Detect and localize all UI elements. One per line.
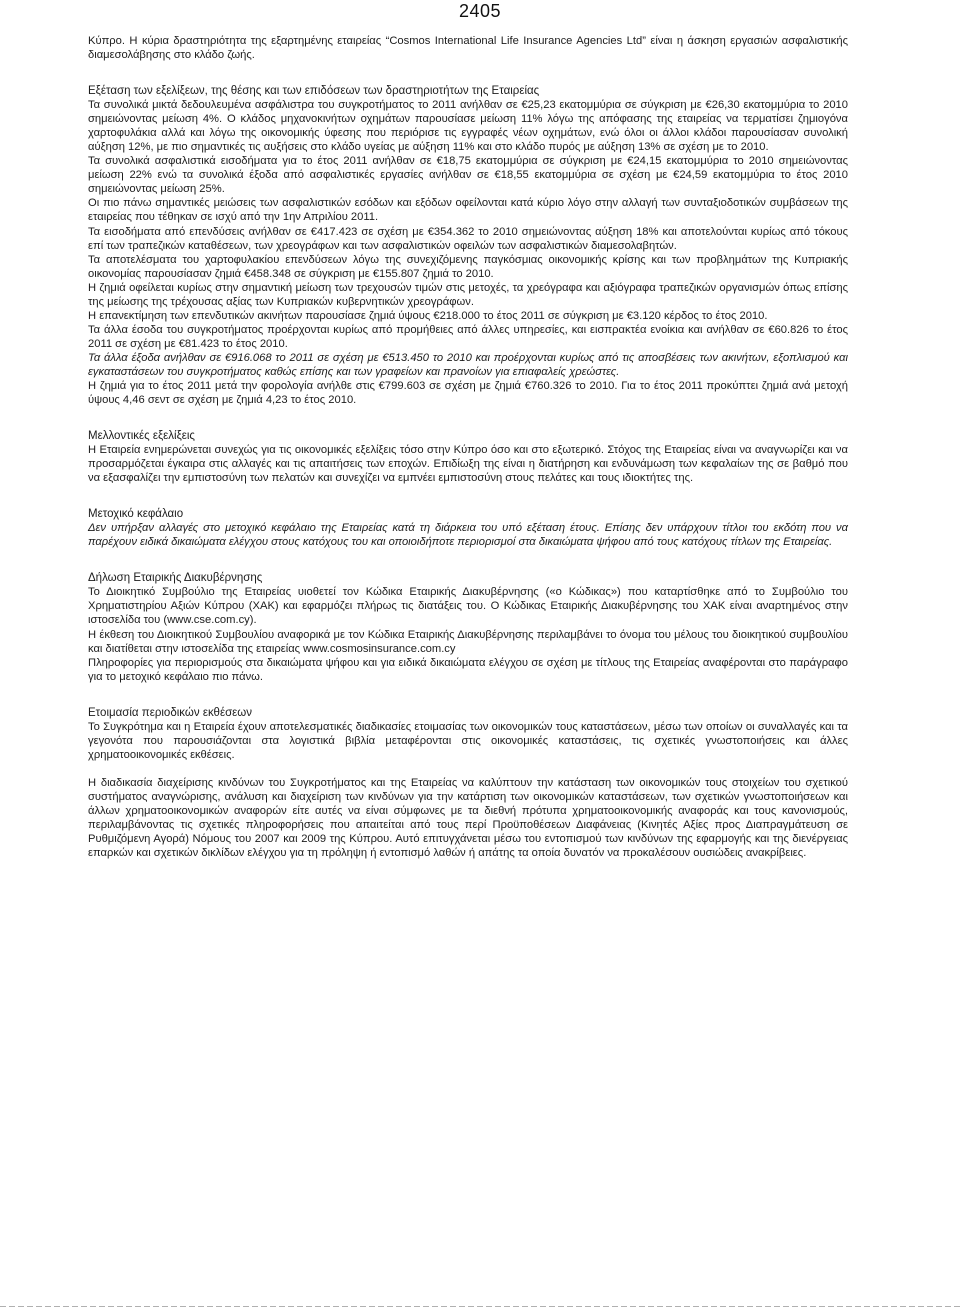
review-paragraph: Τα εισοδήματα από επενδύσεις ανήλθαν σε €417.423 σε σχέση με €354.362 το 2010 σημειώνοντας αύξηση 18% και αποτελούνται κυρίως από τόκους επί των τραπεζικών καταθέσεων, των χρεογράφων και των ασφαλιστικών οφειλών των ασφαλιστικών διαμεσολαβητών.: [88, 225, 848, 252]
reports-paragraph: Η διαδικασία διαχείρισης κινδύνων του Συγκροτήματος και της Εταιρείας να καλύπτουν την κατάσταση των οικονομικών τους στοιχείων του σχετικού συστήματος αναγνώρισης, ανάλυση και διαχείριση των κινδύνων για την κατάρτιση των οικονομικών καταστάσεων, των σχετικών γνωστοποιήσεων και άλλων χρηματοοικονομικών αναφορών είτε αυτές να είναι σύμφωνες με τα διεθνή πρότυπα χρηματοοικονομικής αναφοράς και τους κανονισμούς, περιλαμβάνοντας τις σχετικές πληροφορήσεις που απαιτείται από τους περί Προϋποθέσεων Διαφάνειας (Κινητές Αξίες προς Διαπραγμάτευση σε Ρυθμιζόμενη Αγορά) Νόμους του 2007 και 2009 της Κύπρου. Αυτό επιτυγχάνεται μέσω του εντοπισμού των κινδύνων της εφαρμογής και της διενέργειας επαρκών και σχετικών δικλίδων ελέγχου για τη πρόληψη ή εντοπισμό λαθών ή απάτης τα οποία δυνατόν να προκαλέσουν ουσιώδεις ανακρίβειες.: [88, 776, 848, 860]
capital-heading: Μετοχικό κεφάλαιο: [88, 508, 184, 521]
reports-heading: Ετοιμασία περιοδικών εκθέσεων: [88, 706, 253, 719]
governance-heading: Δήλωση Εταιρικής Διακυβέρνησης: [88, 572, 263, 585]
section-reports: [88, 706, 848, 860]
review-closing-paragraph: Η ζημιά για το έτος 2011 μετά την φορολογία ανήλθε στις €799.603 σε σχέση με ζημιά €760.326 το 2010. Για το έτος 2011 προκύπτει ζημιά ανά μετοχή ύψους 4,46 σεντ σε σχέση με ζημιά 4,23 το έτος 2010.: [88, 380, 848, 407]
review-paragraph: Τα άλλα έσοδα του συγκροτήματος προέρχονται κυρίως από προμήθειες από άλλες υπηρεσίες, και εισπρακτέα ενοίκια και ανήλθαν σε €60.826 το έτος 2011 σε σχέση με €81.423 το έτος 2010.: [88, 323, 848, 350]
governance-paragraph: Η έκθεση του Διοικητικού Συμβουλίου αναφορικά με τον Κώδικα Εταιρικής Διακυβέρνησης περιλαμβάνει το όνομα του μέλους του διοικητικού συμβουλίου και διατίθεται στην ιστοσελίδα της εταιρείας www.cosmosinsurance.com.cy: [88, 628, 848, 655]
review-paragraph: Η επανεκτίμηση των επενδυτικών ακινήτων παρουσίασε ζημιά ύψους €218.000 το έτος 2011 σε σύγκριση με €3.120 κέρδος το έτος 2010.: [88, 309, 768, 322]
intro-paragraph: Κύπρο. Η κύρια δραστηριότητα της εξαρτημένης εταιρείας “Cosmos International Life Insurance Agencies Ltd” είναι η άσκηση εργασιών ασφαλιστικής διαμεσολάβησης στο κλάδο ζωής.: [88, 35, 848, 62]
page-number: 2405: [458, 1, 502, 21]
governance-paragraph: Το Διοικητικό Συμβούλιο της Εταιρείας υιοθετεί τον Κώδικα Εταιρικής Διακυβέρνησης («ο Κώδικας») που καταρτίσθηκε από το Συμβούλιο του Χρηματιστηρίου Αξιών Κύπρου (ΧΑΚ) και εφαρμόζει πλήρως τις διατάξεις του. Ο Κώδικας Εταιρικής Διακυβέρνησης του ΧΑΚ είναι αναρτημένος στην ιστοσελίδα του (www.cse.com.cy).: [88, 586, 848, 627]
review-heading: Εξέταση των εξελίξεων, της θέσης και των επιδόσεων των δραστηριοτήτων της Εταιρείας: [88, 85, 540, 98]
review-paragraph: Τα αποτελέσματα του χαρτοφυλακίου επενδύσεων λόγω της συνεχιζόμενης παγκόσμιας οικονομικής κρίσης και των προβλημάτων της Κυπριακής οικονομίας παρουσίασαν ζημιά €458.348 σε σύγκριση με €155.807 ζημιά το 2010.: [88, 253, 848, 280]
document-body: [88, 34, 848, 860]
section-capital: [88, 507, 848, 549]
review-paragraph: Οι πιο πάνω σημαντικές μειώσεις των ασφαλιστικών εσόδων και εξόδων οφείλονται κατά κύριο λόγο στην αλλαγή των συνταξιοδοτικών συμβάσεων της εταιρείας που τέθηκαν σε ισχύ από την 1ην Απριλίου 2011.: [88, 197, 848, 224]
review-paragraph: Η ζημιά οφείλεται κυρίως στην σημαντική μείωση των τρεχουσών τιμών στις μετοχές, τα χρεόγραφα και αξιόγραφα τραπεζικών οργανισμών όπως επίσης της μείωσης της τρέχουσας αξίας των Κυπριακών κυβερνητικών χρεογράφων.: [88, 281, 848, 308]
bottom-dashed-rule: [0, 1306, 960, 1307]
governance-paragraph: Πληροφορίες για περιορισμούς στα δικαιώματα ψήφου και για ειδικά δικαιώματα ελέγχου σε σχέση με τίτλους της Εταιρείας αναφέρονται στο παράγραφο για το μετοχικό κεφάλαιο πιο πάνω.: [88, 656, 848, 683]
capital-paragraph: Δεν υπήρξαν αλλαγές στο μετοχικό κεφάλαιο της Εταιρείας κατά τη διάρκεια του υπό εξέταση έτους. Επίσης δεν υπάρχουν τίτλοι του εκδότη που να παρέχουν ειδικά δικαιώματα ελέγχου στους κατόχους του και οποιοιδήποτε περιορισμοί στα δικαιώματα ψήφου από τους κατόχους τίτλων της Εταιρείας.: [88, 522, 848, 549]
review-italic-paragraph: Τα άλλα έξοδα ανήλθαν σε €916.068 το 2011 σε σχέση με €513.450 το 2010 και προέρχονται κυρίως από τις αποσβέσεις των ακινήτων, εξοπλισμού και εγκαταστάσεων του συγκροτήματος καθώς επίσης και των γραφείων και πρανοίων για επιαφαλείς χρεώστες.: [88, 351, 848, 378]
future-paragraph: Η Εταιρεία ενημερώνεται συνεχώς για τις οικονομικές εξελίξεις τόσο στην Κύπρο όσο και στο εξωτερικό. Στόχος της Εταιρείας είναι να αναγνωρίζει και να προσαρμόζεται έγκαιρα στις αλλαγές και τις απαιτήσεις των εποχών. Επιδίωξη της είναι η διατήρηση και ενδυνάμωση των κεφαλαίων της σε βαθμό που να εξασφαλίζει την εμπιστοσύνη των πελατών και συνεχίζει να εμπνέει εμπιστοσύνη στους πελάτες και τους ιδιοκτήτες της.: [88, 444, 848, 485]
section-governance: [88, 571, 848, 683]
section-review: [88, 84, 848, 407]
section-future: [88, 429, 848, 485]
reports-paragraph: Το Συγκρότημα και η Εταιρεία έχουν αποτελεσματικές διαδικασίες ετοιμασίας των οικονομικών τους καταστάσεων, μέσω των οποίων οι συναλλαγές και τα γεγονότα που παρουσιάζονται στα λογιστικά βιβλία μεταφέρονται στις οικονομικές καταστάσεις, τις σχετικές γνωστοποιήσεις και άλλες χρηματοοικονομικές εκθέσεις.: [88, 720, 848, 761]
review-paragraph: Τα συνολικά μικτά δεδουλευμένα ασφάλιστρα του συγκροτήματος το 2011 ανήλθαν σε €25,23 εκατομμύρια σε σύγκριση με €26,30 εκατομμύρια το 2010 σημειώνοντας μείωση 4%. Ο κλάδος μηχανοκινήτων οχημάτων παρουσίασε μείωση 11% λόγω της απόφασης της εταιρείας να τερματίσει ζημιογόνα χαρτοφυλάκια αλλά και λόγω της οικονομικής ύφεσης που περιόρισε τις εγγραφές νέων οχημάτων, ενώ όλοι οι άλλοι κλάδοι παρουσίασαν συνολική αύξηση 12%, με πιο σημαντικές τις αυξήσεις στο κλάδο υγείας με αύξηση 11% και στο κλάδο πυρός με αύξηση 13% σε σχέση με το 2010.: [88, 99, 848, 154]
review-paragraph: Τα συνολικά ασφαλιστικά εισοδήματα για το έτος 2011 ανήλθαν σε €18,75 εκατομμύρια σε σύγκριση με €24,15 εκατομμύρια το 2010 σημειώνοντας μείωση 22% ενώ τα συνολικά έξοδα από ασφαλιστικές εργασίες ανήλθαν σε €18,55 εκατομμύρια σε σχέση με €24,59 εκατομμύρια το έτος 2010 σημειώνοντας μείωση 25%.: [88, 155, 848, 196]
future-heading: Μελλοντικές εξελίξεις: [88, 430, 195, 443]
